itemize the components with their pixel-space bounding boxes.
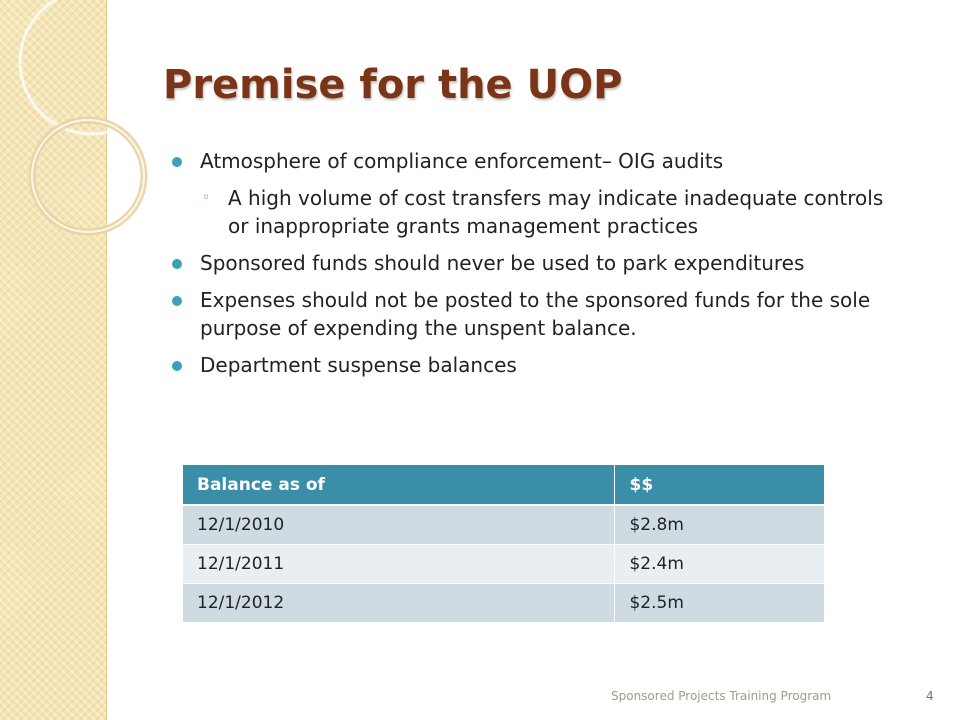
bullet-list bbox=[170, 147, 890, 388]
table-row bbox=[183, 545, 824, 584]
slide-title: Premise for the UOP bbox=[163, 62, 623, 108]
suspense-balances-table bbox=[183, 465, 824, 622]
table-cell-amount: $2.8m bbox=[615, 505, 824, 545]
table-row bbox=[183, 505, 824, 545]
table-cell-date: 12/1/2010 bbox=[183, 505, 615, 545]
table-header-row bbox=[183, 465, 824, 505]
footer-text: Sponsored Projects Training Program bbox=[611, 689, 832, 703]
sub-bullet-item bbox=[170, 184, 890, 240]
decorative-ring-large bbox=[20, 0, 164, 134]
bullet-dot-icon bbox=[172, 259, 182, 269]
bullet-dot-icon bbox=[172, 157, 182, 167]
bullet-text: Department suspense balances bbox=[200, 353, 517, 377]
table-cell-amount: $2.4m bbox=[615, 545, 824, 584]
bullet-dot-icon bbox=[172, 361, 182, 371]
table-row bbox=[183, 584, 824, 623]
bullet-text: Sponsored funds should never be used to park expenditures bbox=[200, 251, 805, 275]
bullet-dot-icon bbox=[172, 296, 182, 306]
bullet-text: Atmosphere of compliance enforcement– OIG audits bbox=[200, 149, 724, 173]
decorative-ring-small-inner bbox=[32, 120, 144, 232]
sub-bullet-text: A high volume of cost transfers may indicate inadequate controls or inappropriate grants management practices bbox=[228, 186, 884, 238]
table-cell-amount: $2.5m bbox=[615, 584, 824, 623]
bullet-item bbox=[170, 249, 890, 277]
bullet-item bbox=[170, 286, 890, 342]
table-cell-date: 12/1/2011 bbox=[183, 545, 615, 584]
bullet-item bbox=[170, 147, 890, 175]
column-header-balance-date: Balance as of bbox=[183, 465, 615, 505]
hollow-circle-icon: ◦ bbox=[202, 190, 211, 206]
column-header-amount: $$ bbox=[615, 465, 824, 505]
bullet-item bbox=[170, 351, 890, 379]
bullet-text: Expenses should not be posted to the sponsored funds for the sole purpose of expending the unspent balance. bbox=[200, 288, 871, 340]
page-number: 4 bbox=[926, 689, 934, 703]
table-cell-date: 12/1/2012 bbox=[183, 584, 615, 623]
